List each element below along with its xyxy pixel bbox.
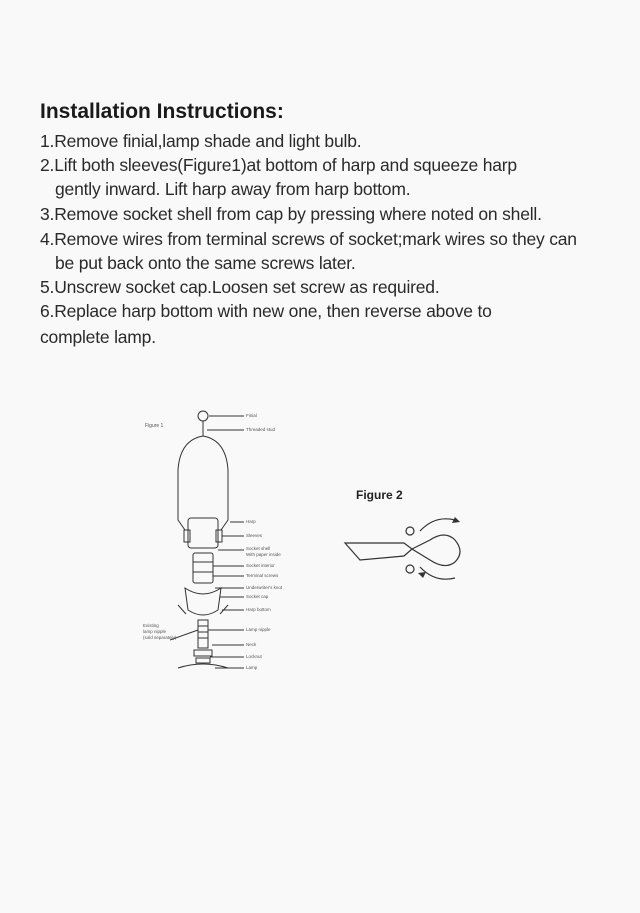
instructions-title: Installation Instructions: <box>40 100 284 123</box>
label-terminal-screws: Terminal screws <box>246 573 279 578</box>
pivot-top-circle <box>406 527 414 535</box>
label-socket-cap: Socket cap <box>246 594 269 599</box>
step-2-continued: gently inward. Lift harp away from harp bottom. <box>55 179 411 199</box>
pliers-blade-shape <box>345 543 412 560</box>
label-locknut: Locknut <box>246 654 262 659</box>
label-finial: Finial <box>246 413 257 418</box>
label-underwriters-knot: Underwriter's knot <box>246 585 283 590</box>
step-5: 5.Unscrew socket cap.Loosen set screw as required. <box>40 277 440 297</box>
step-1: 1.Remove finial,lamp shade and light bulb. <box>40 131 362 151</box>
step-3: 3.Remove socket shell from cap by pressing where noted on shell. <box>40 204 542 224</box>
label-harp-bottom: Harp bottom <box>246 607 271 612</box>
arrowhead-bottom <box>418 572 426 578</box>
figure1-title: Figure 1 <box>145 423 164 429</box>
rotate-arrow-top <box>420 519 455 531</box>
label-sleeves: Sleeves <box>246 533 263 538</box>
label-socket-shell: Socket shell <box>246 546 271 551</box>
label-neck: Neck <box>246 642 257 647</box>
label-existing-2: lamp nipple <box>143 629 167 634</box>
label-lamp-nipple: Lamp nipple <box>246 627 271 632</box>
figure2-title: Figure 2 <box>356 488 403 502</box>
label-threaded-stud: Threaded stud <box>246 427 276 432</box>
step-4-continued: be put back onto the same screws later. <box>55 253 356 273</box>
label-existing-1: Existing <box>143 623 159 628</box>
step-2: 2.Lift both sleeves(Figure1)at bottom of harp and squeeze harp <box>40 155 517 175</box>
pivot-bottom-circle <box>406 565 414 573</box>
label-harp: Harp <box>246 519 256 524</box>
label-lamp: Lamp <box>246 665 258 670</box>
step-4: 4.Remove wires from terminal screws of socket;mark wires so they can <box>40 229 577 249</box>
step-6-continued: complete lamp. <box>40 327 156 347</box>
label-existing-3: (sold separately) <box>143 635 177 640</box>
step-6: 6.Replace harp bottom with new one, then reverse above to <box>40 301 492 321</box>
pliers-jaw-shape <box>412 535 460 566</box>
label-socket-shell-note: With paper inside <box>246 552 281 557</box>
label-socket-interior: Socket interior <box>246 563 275 568</box>
